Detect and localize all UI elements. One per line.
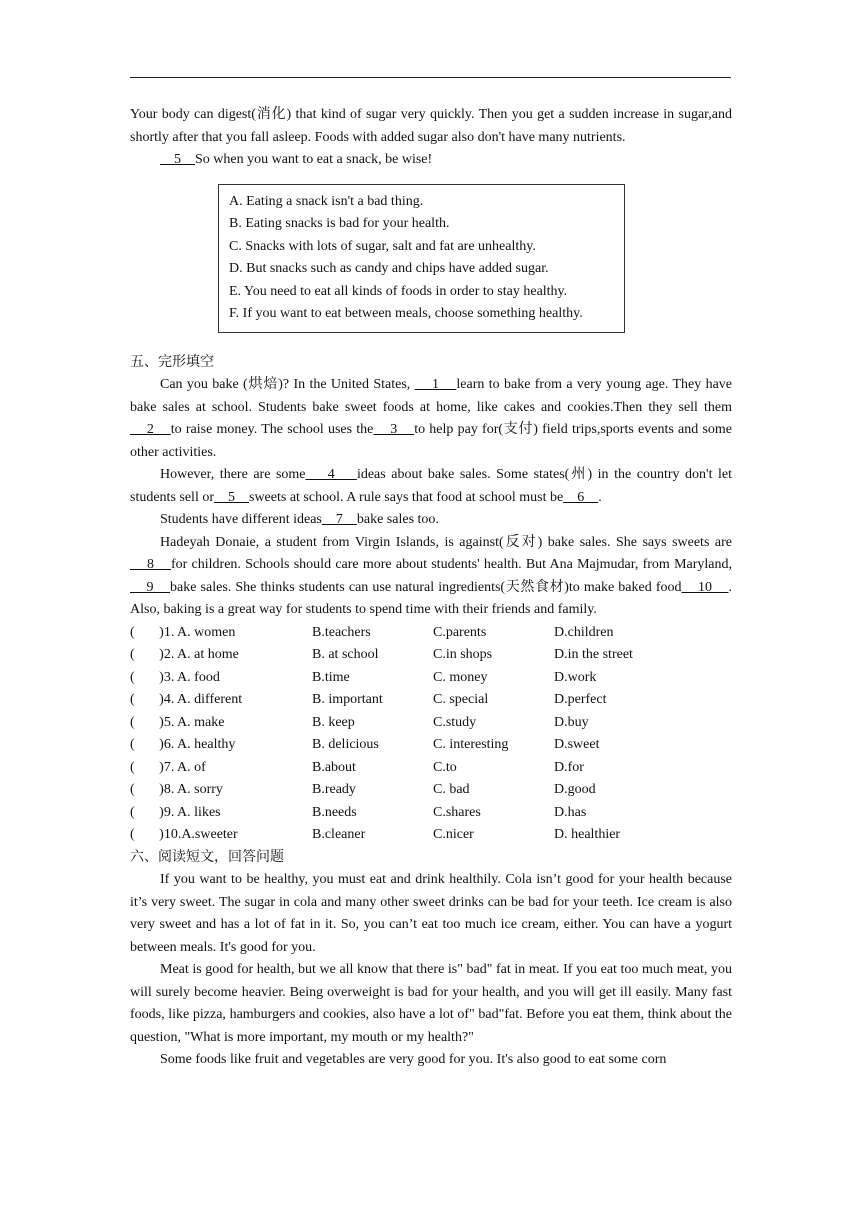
question-choice-c: C. money xyxy=(433,669,488,685)
paragraph-text: to raise money. The school uses the xyxy=(170,422,374,437)
question-row xyxy=(130,757,732,780)
question-choice-b: B.about xyxy=(312,759,356,775)
question-choice-d: D. healthier xyxy=(554,827,621,842)
question-choice-c: C.study xyxy=(433,714,477,730)
reading-paragraph: Meat is good for health, but we all know that there is" bad" fat in meat. If you eat too much meat, you will surely become heavier. Being overweight is bad for your health, and you will get ill easily. Many fast foods, like pizza, hamburgers and cookies, also have a lot of" bad"fat. Before you eat them, think about the question, "What is more important, my mouth or my health?" xyxy=(130,962,732,1045)
question-choice-c: C.parents xyxy=(433,624,487,640)
passage-paragraph xyxy=(130,149,732,172)
question-choice-b: B. keep xyxy=(312,714,355,730)
blank-5: 5 xyxy=(214,489,249,505)
cloze-paragraph xyxy=(130,464,732,509)
question-choice-d: D.has xyxy=(554,804,587,820)
option-item: C. Snacks with lots of sugar, salt and fat are unhealthy. xyxy=(229,238,536,254)
question-row xyxy=(130,689,732,712)
blank-3: 3 xyxy=(373,422,415,437)
question-choice-d: D.sweet xyxy=(554,737,600,752)
blank-1: 1 xyxy=(414,377,457,392)
question-choice-d: D.buy xyxy=(554,714,589,730)
question-row xyxy=(130,734,732,757)
section-heading-cloze: 五、完形填空 xyxy=(130,354,214,370)
question-choice-c: C. interesting xyxy=(433,737,509,752)
question-choice-a: ( )9. A. likes xyxy=(130,804,221,820)
question-row xyxy=(130,802,732,825)
question-row xyxy=(130,622,732,645)
question-choice-a: ( )7. A. of xyxy=(130,759,206,775)
cloze-paragraph xyxy=(130,532,732,622)
blank-9: 9 xyxy=(130,579,170,595)
question-choice-a: ( )1. A. women xyxy=(130,624,236,640)
question-choice-a: ( )3. A. food xyxy=(130,669,220,685)
paragraph-text: sweets at school. A rule says that food at school must be xyxy=(249,489,564,505)
question-row xyxy=(130,712,732,735)
question-choice-d: D.children xyxy=(554,624,614,640)
passage-paragraph: Your body can digest(消化) that kind of sugar very quickly. Then you get a sudden increase in sugar,and shortly after that you fall asleep. Foods with added sugar also don't have many nutrients. xyxy=(130,107,732,145)
question-choice-d: D.for xyxy=(554,759,584,775)
cloze-paragraph xyxy=(130,509,732,532)
header-rule xyxy=(130,77,731,78)
question-row xyxy=(130,824,732,847)
option-item: E. You need to eat all kinds of foods in order to stay healthy. xyxy=(229,283,568,299)
paragraph-text: bake sales too. xyxy=(356,512,439,527)
option-item: D. But snacks such as candy and chips have added sugar. xyxy=(229,261,549,276)
paragraph-text: . xyxy=(598,489,602,505)
question-choice-d: D.perfect xyxy=(554,692,607,707)
section-heading-reading: 六、阅读短文，回答问题 xyxy=(130,849,284,865)
question-choice-a: ( )8. A. sorry xyxy=(130,782,223,797)
blank-5: 5 xyxy=(160,152,195,167)
question-choice-a: ( )5. A. make xyxy=(130,714,225,730)
question-choice-b: B.ready xyxy=(312,782,356,797)
paragraph-text: Hadeyah Donaie, a student from Virgin Islands, is against(反对) bake sales. She says sweets are xyxy=(160,534,732,550)
document-body xyxy=(130,104,732,1072)
question-choice-d: D.in the street xyxy=(554,647,633,662)
paragraph-text: So when you want to eat a snack, be wise! xyxy=(195,152,433,167)
question-choice-b: B.time xyxy=(312,669,350,685)
question-choice-c: C. special xyxy=(433,692,489,707)
question-choice-b: B.needs xyxy=(312,804,357,820)
paragraph-text: Students have different ideas xyxy=(160,512,322,527)
question-choice-b: B. at school xyxy=(312,647,379,662)
blank-8: 8 xyxy=(130,557,171,572)
options-box xyxy=(218,184,625,333)
question-choice-c: C. bad xyxy=(433,782,470,797)
question-choice-a: ( )10.A.sweeter xyxy=(130,827,238,842)
question-choice-c: C.nicer xyxy=(433,827,474,842)
option-item: B. Eating snacks is bad for your health. xyxy=(229,216,450,231)
question-choice-a: ( )4. A. different xyxy=(130,692,243,707)
question-choice-a: ( )6. A. healthy xyxy=(130,737,236,752)
question-choice-c: C.to xyxy=(433,759,457,775)
paragraph-text: for children. Schools should care more about students' health. But Ana Majmudar, from Maryland, xyxy=(170,557,732,572)
paragraph-text: Can you bake (烘焙)? In the United States, xyxy=(160,377,415,392)
blank-2: 2 xyxy=(130,422,171,437)
question-choice-d: D.good xyxy=(554,782,596,797)
question-choice-d: D.work xyxy=(554,669,597,685)
blank-4: 4 xyxy=(305,467,357,482)
paragraph-text: bake sales. She thinks students can use natural ingredients(天然食材)to make baked food xyxy=(170,579,682,595)
blank-6: 6 xyxy=(563,489,599,505)
reading-paragraph: Some foods like fruit and vegetables are very good for you. It's also good to eat some corn xyxy=(160,1052,667,1067)
paragraph-text: . Also, baking is a great way for students to spend time with their friends and family. xyxy=(130,579,733,617)
paragraph-text: However, there are some xyxy=(160,467,306,482)
question-list xyxy=(130,622,732,847)
question-row xyxy=(130,644,732,667)
paragraph-text: to help pay for(支付) field trips,sports events and some other activities. xyxy=(130,422,733,460)
question-row xyxy=(130,779,732,802)
question-choice-c: C.shares xyxy=(433,804,481,820)
blank-10: 10 xyxy=(681,579,729,595)
question-choice-b: B.cleaner xyxy=(312,827,366,842)
option-item: F. If you want to eat between meals, choose something healthy. xyxy=(229,306,583,321)
paragraph-text: learn to bake from a very young age. They have bake sales at school. Students bake sweet foods at home, like cakes and cookies.Then they sell them xyxy=(130,377,733,415)
question-row xyxy=(130,667,732,690)
question-choice-b: B. important xyxy=(312,692,383,707)
reading-paragraph: If you want to be healthy, you must eat and drink healthily. Cola isn’t good for your health because it’s very sweet. The sugar in cola and many other sweet drinks can be bad for your teeth. Ice cream is also very sweet and has a lot of fat in it. So, you can’t eat too much ice cream, either. You can have a yogurt between meals. It's good for you. xyxy=(130,872,732,955)
option-item: A. Eating a snack isn't a bad thing. xyxy=(229,193,424,209)
blank-7: 7 xyxy=(321,512,357,527)
question-choice-b: B. delicious xyxy=(312,737,379,752)
paragraph-text: ideas about bake sales. Some states(州) in the country don't let students sell or xyxy=(130,467,733,505)
question-choice-a: ( )2. A. at home xyxy=(130,647,239,662)
cloze-paragraph xyxy=(130,374,732,464)
question-choice-c: C.in shops xyxy=(433,647,493,662)
question-choice-b: B.teachers xyxy=(312,624,371,640)
